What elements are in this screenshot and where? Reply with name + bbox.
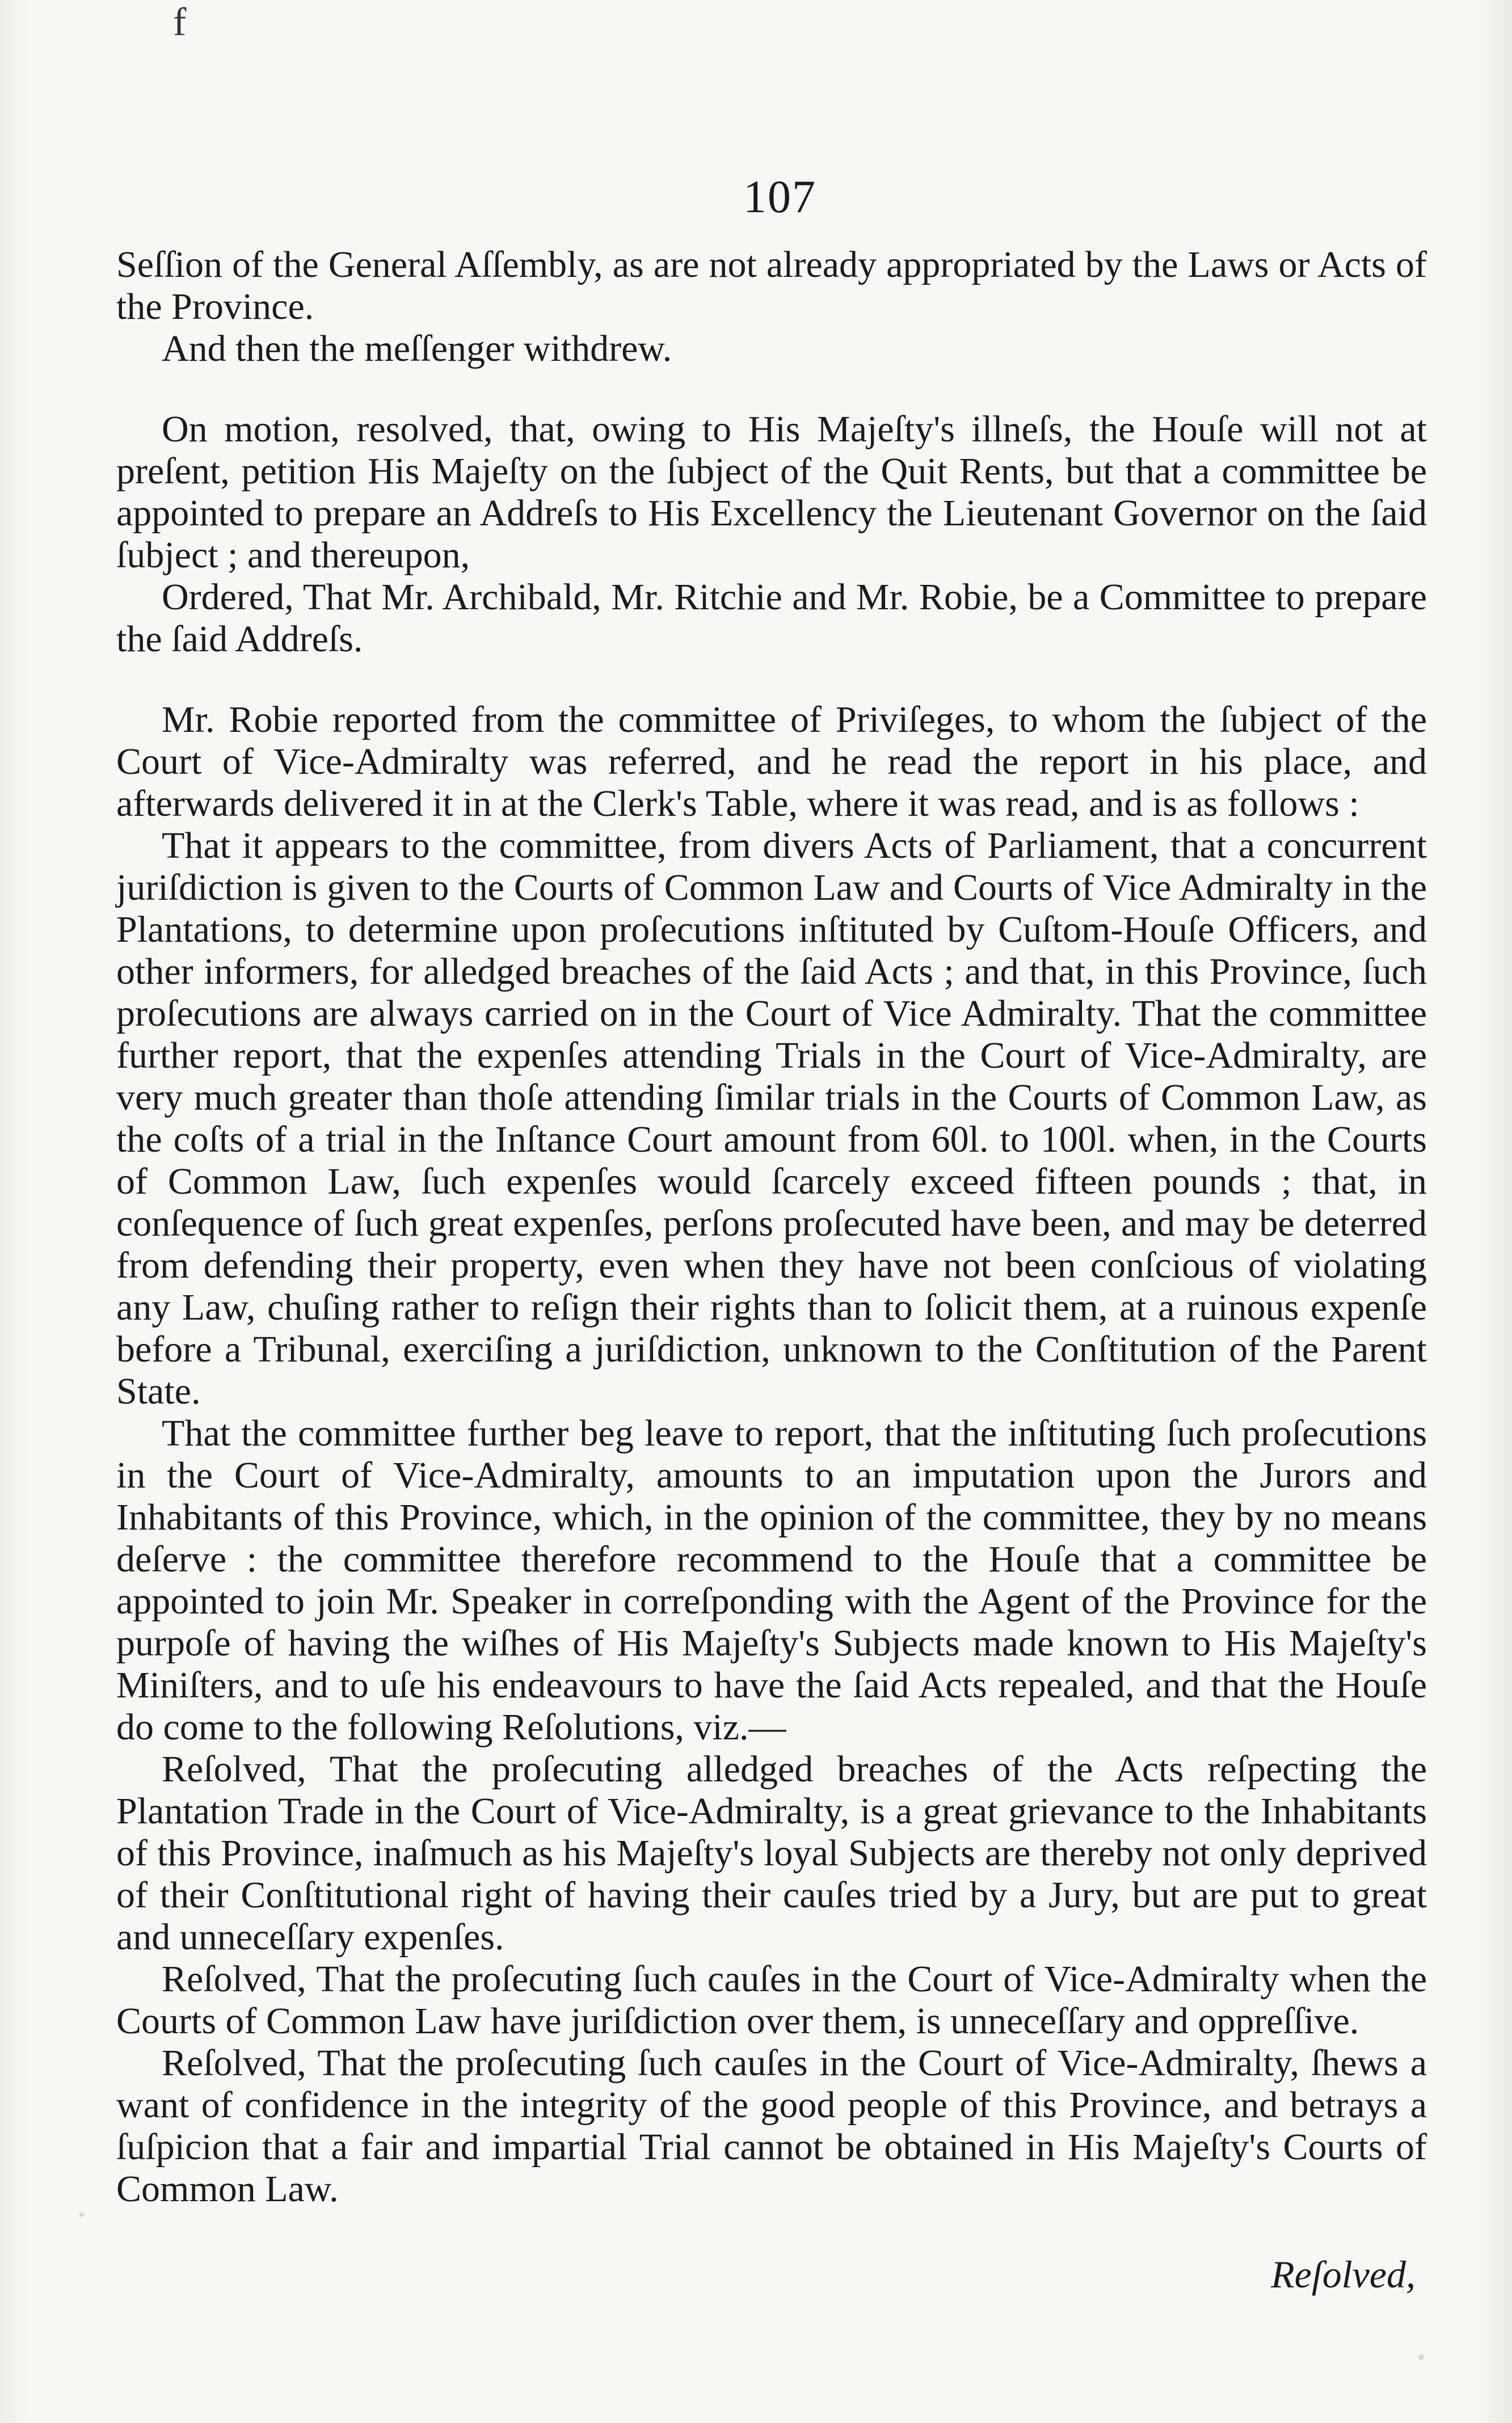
paragraph: Ordered, That Mr. Archibald, Mr. Ritchie and Mr. Robie, be a Committee to prepare the ſaid Addreſs.: [116, 576, 1427, 660]
paper-speck: [79, 2213, 84, 2217]
paragraph: Mr. Robie reported from the committee of Priviſeges, to whom the ſubject of the Court of Vice-Admiralty was referred, and he read the report in his place, and afterwards delivered it in at the Clerk's Table, where it was read, and is as follows :: [116, 699, 1427, 824]
paragraph: That it appears to the committee, from divers Acts of Parliament, that a concurrent juriſdiction is given to the Courts of Common Law and Courts of Vice Admiralty in the Plantations, to determine upon proſecutions inſtituted by Cuſtom-Houſe Officers, and other informers, for alledged breaches of the ſaid Acts ; and that, in this Province, ſuch proſecutions are always carried on in the Court of Vice Admiralty. That the committee further report, that the expenſes attending Trials in the Court of Vice-Admiralty, are very much greater than thoſe attending ſimilar trials in the Courts of Common Law, as the coſts of a trial in the Inſtance Court amount from 60l. to 100l. when, in the Courts of Common Law, ſuch expenſes would ſcarcely exceed fifteen pounds ; that, in conſequence of ſuch great expenſes, perſons proſecuted have been, and may be deterred from defending their property, even when they have not been conſcious of violating any Law, chuſing rather to reſign their rights than to ſolicit them, at a ruinous expenſe before a Tribunal, exerciſing a juriſdiction, unknown to the Conſtitution of the Parent State.: [116, 825, 1427, 1412]
paragraph: On motion, resolved, that, owing to His Majeſty's illneſs, the Houſe will not at preſent, petition His Majeſty on the ſubject of the Quit Rents, but that a committee be appointed to prepare an Addreſs to His Excellency the Lieutenant Governor on the ſaid ſubject ; and thereupon,: [116, 408, 1427, 576]
paragraph: Reſolved, That the proſecuting ſuch cauſes in the Court of Vice-Admiralty when the Courts of Common Law have juriſdiction over them, is unneceſſary and oppreſſive.: [116, 1958, 1427, 2042]
paragraph: That the committee further beg leave to report, that the inſtituting ſuch proſecutions in the Court of Vice-Admiralty, amounts to an imputation upon the Jurors and Inhabitants of this Province, which, in the opinion of the committee, they by no means deſerve : the committee therefore recommend to the Houſe that a committee be appointed to join Mr. Speaker in correſponding with the Agent of the Province for the purpoſe of having the wiſhes of His Majeſty's Subjects made known to His Majeſty's Miniſters, and to uſe his endeavours to have the ſaid Acts repealed, and that the Houſe do come to the following Reſolutions, viz.—: [116, 1413, 1427, 1748]
paragraph: Reſolved, That the proſecuting ſuch cauſes in the Court of Vice-Admiralty, ſhews a want of confidence in the integrity of the good people of this Province, and betrays a ſuſpicion that a fair and impartial Trial cannot be obtained in His Majeſty's Courts of Common Law.: [116, 2042, 1427, 2210]
top-margin-mark: f: [173, 1, 187, 44]
paragraph: Reſolved, That the proſecuting alledged breaches of the Acts reſpecting the Plantation Trade in the Court of Vice-Admiralty, is a great grievance to the Inhabitants of this Province, inaſmuch as his Majeſty's loyal Subjects are thereby not only deprived of their Conſtitutional right of having their cauſes tried by a Jury, but are put to great and unneceſſary expenſes.: [116, 1748, 1427, 1958]
body-text: [116, 244, 1427, 2210]
paper-speck: [1418, 2354, 1424, 2360]
paragraph: And then the meſſenger withdrew.: [162, 328, 672, 369]
catchword: Reſolved,: [1271, 2253, 1416, 2296]
page-number: 107: [743, 171, 816, 222]
paragraph: Seſſion of the General Aſſembly, as are not already appropriated by the Laws or Acts of the Province.: [116, 244, 1427, 327]
